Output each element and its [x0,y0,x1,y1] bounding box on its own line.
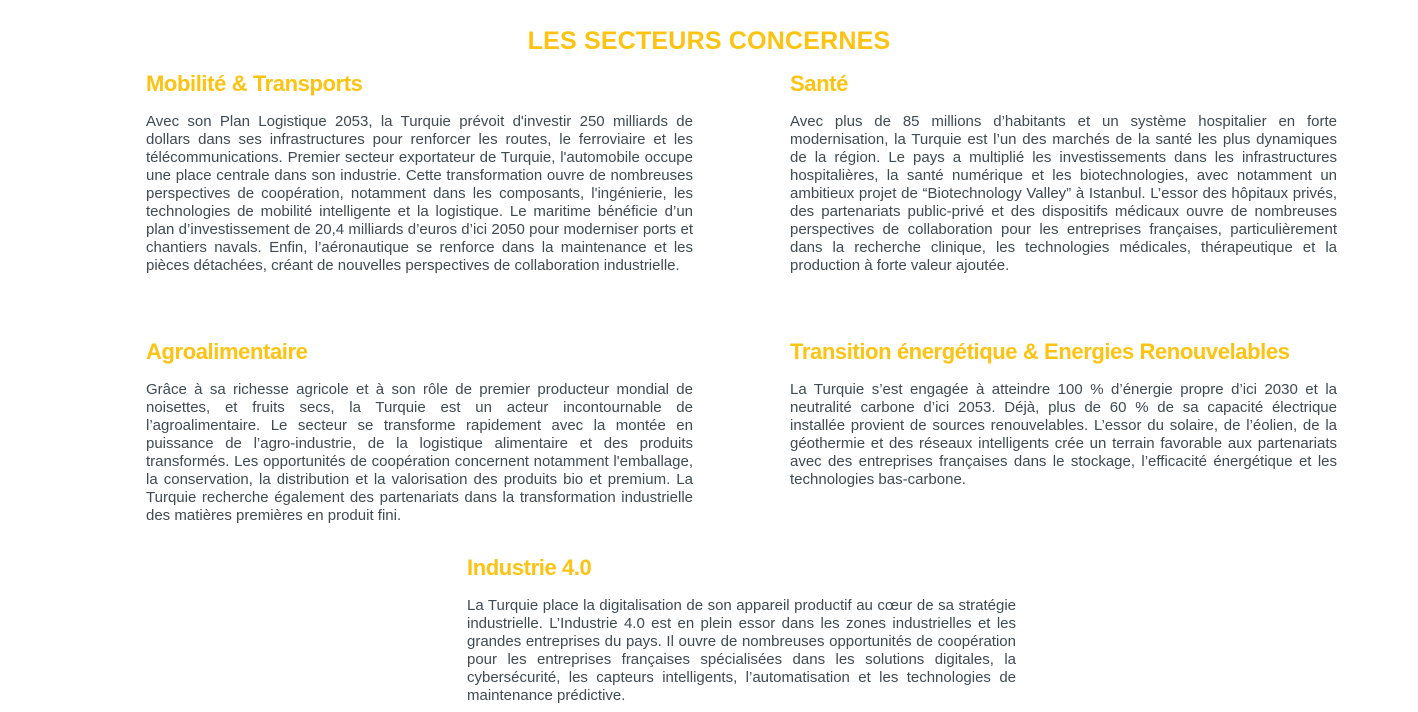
section-transition-energetique [790,338,1337,489]
section-body-industrie-4-0: La Turquie place la digitalisation de son appareil productif au cœur de sa stratégie industrielle. L’Industrie 4.0 est en plein essor dans les zones industrielles et les grandes entreprises du pays. Il ouvre de nombreuses opportunités de coopération pour les entreprises françaises spécialisées dans les solutions digitales, la cybersécurité, les capteurs intelligents, l’automatisation et les technologies de maintenance prédictive. [467,597,1016,704]
section-body-transition-energetique: La Turquie s’est engagée à atteindre 100 % d’énergie propre d’ici 2030 et la neutralité carbone d’ici 2053. Déjà, plus de 60 % de sa capacité électrique installée provient de sources renouvelables. L’essor du solaire, de l’éolien, de la géothermie et des réseaux intelligents crée un terrain favorable aux partenariats avec des entreprises françaises dans le stockage, l’efficacité énergétique et les technologies bas-carbone. [790,381,1337,488]
section-industrie-4-0 [467,554,1016,705]
section-title-industrie-4-0: Industrie 4.0 [467,555,592,580]
section-title-agroalimentaire: Agroalimentaire [146,339,308,364]
section-body-mobilite-transports: Avec son Plan Logistique 2053, la Turquie prévoit d'investir 250 milliards de dollars dans ses infrastructures pour renforcer les routes, le ferroviaire et les télécommunications. Premier secteur exportateur de Turquie, l'automobile occupe une place centrale dans son industrie. Cette transformation ouvre de nombreuses perspectives de coopération, notamment dans les composants, l'ingénierie, les technologies de mobilité intelligente et la logistique. Le maritime bénéficie d’un plan d’investissement de 20,4 milliards d’euros d’ici 2050 pour moderniser ports et chantiers navals. Enfin, l’aéronautique se renforce dans la maintenance et les pièces détachées, créant de nouvelles perspectives de collaboration industrielle. [146,113,693,274]
section-agroalimentaire [146,338,693,525]
section-body-agroalimentaire: Grâce à sa richesse agricole et à son rôle de premier producteur mondial de noisettes, et fruits secs, la Turquie est un acteur incontournable de l’agroalimentaire. Le secteur se transforme rapidement avec la montée en puissance de l’agro-industrie, de la logistique alimentaire et des produits transformés. Les opportunités de coopération concernent notamment l'emballage, la conservation, la distribution et la valorisation des produits bio et premium. La Turquie recherche également des partenariats dans la transformation industrielle des matières premières en produit fini. [146,381,693,524]
section-body-sante: Avec plus de 85 millions d’habitants et un système hospitalier en forte modernisation, la Turquie est l’un des marchés de la santé les plus dynamiques de la région. Le pays a multiplié les investissements dans les infrastructures hospitalières, la santé numérique et les biotechnologies, avec notamment un ambitieux projet de “Biotechnology Valley” à Istanbul. L’essor des hôpitaux privés, des partenariats public-privé et des dispositifs médicaux ouvre de nombreuses perspectives de collaboration pour les entreprises françaises, particulièrement dans la recherche clinique, les technologies médicales, thérapeutique et la production à forte valeur ajoutée. [790,113,1337,274]
page-title: LES SECTEURS CONCERNES [527,26,891,55]
section-title-mobilite-transports: Mobilité & Transports [146,71,363,96]
section-title-transition-energetique: Transition énergétique & Energies Renouvelables [790,339,1290,364]
section-title-sante: Santé [790,71,848,96]
section-mobilite-transports [146,70,693,275]
section-sante [790,70,1337,275]
